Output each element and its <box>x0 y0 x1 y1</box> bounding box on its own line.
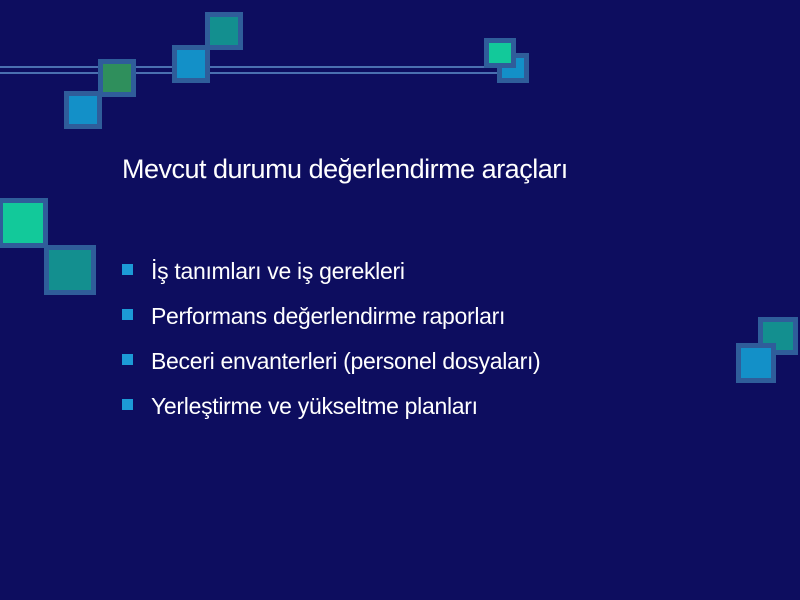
bullet-text: Yerleştirme ve yükseltme planları <box>151 393 478 419</box>
square-bullet-icon <box>122 399 133 410</box>
decorative-square <box>0 198 48 248</box>
decorative-square <box>64 91 102 129</box>
bullet-text: İş tanımları ve iş gerekleri <box>151 258 405 284</box>
bullet-text: Performans değerlendirme raporları <box>151 303 506 329</box>
slide-title: Mevcut durumu değerlendirme araçları <box>122 154 568 184</box>
decorative-line-top-lower <box>0 72 500 74</box>
decorative-square <box>98 59 136 97</box>
decorative-square <box>736 343 776 383</box>
decorative-line-top <box>0 66 500 68</box>
decorative-square <box>172 45 210 83</box>
square-bullet-icon <box>122 354 133 365</box>
decorative-square <box>44 245 96 295</box>
square-bullet-icon <box>122 309 133 320</box>
decorative-square <box>484 38 516 68</box>
bullet-text: Beceri envanterleri (personel dosyaları) <box>151 348 541 374</box>
decorative-square <box>205 12 243 50</box>
square-bullet-icon <box>122 264 133 275</box>
